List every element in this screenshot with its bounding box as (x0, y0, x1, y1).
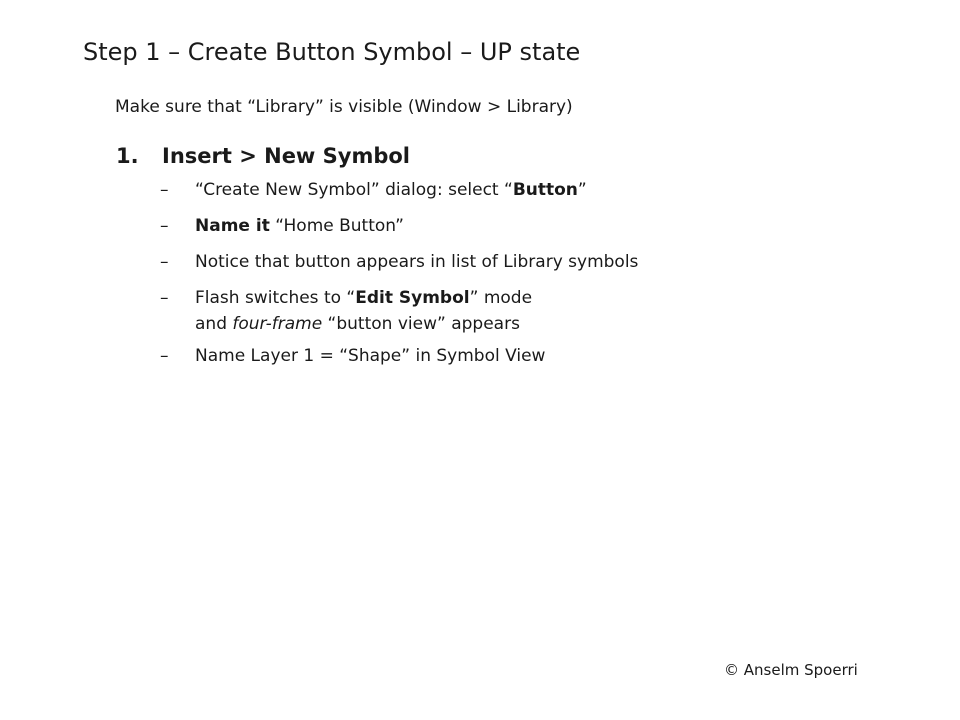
bullet-text-part: Flash switches to “ (195, 288, 356, 308)
intro-text: Make sure that “Library” is visible (Window > Library) (115, 97, 573, 117)
bullet-text (195, 177, 587, 203)
bullet-text-bold: Edit Symbol (355, 288, 470, 308)
bullet-text-part: “button view” appears (322, 314, 520, 334)
bullet-item (160, 343, 545, 369)
bullet-text-part: and (195, 314, 233, 334)
bullet-dash: – (160, 288, 169, 308)
bullet-dash: – (160, 180, 169, 200)
step-text: Insert > New Symbol (162, 144, 411, 168)
bullet-dash: – (160, 216, 169, 236)
bullet-item (160, 249, 638, 275)
bullet-item (160, 285, 532, 337)
bullet-text-bold: Button (512, 180, 578, 200)
bullet-item (160, 177, 587, 203)
bullet-text-italic: four-frame (232, 314, 323, 334)
bullet-text-part: “Create New Symbol” dialog: select “ (195, 180, 513, 200)
bullet-text (195, 213, 404, 239)
bullet-text (195, 285, 532, 311)
copyright-notice: © Anselm Spoerri (724, 661, 858, 679)
bullet-text-part: ” mode (469, 288, 533, 308)
step-number: 1. (116, 144, 139, 168)
bullet-text: Notice that button appears in list of Library symbols (195, 252, 639, 272)
bullet-dash: – (160, 252, 169, 272)
bullet-item (160, 213, 404, 239)
bullet-text-line2 (195, 311, 532, 337)
step-heading (116, 141, 410, 171)
bullet-text-part: ” (577, 180, 587, 200)
bullet-text-bold: Name it (195, 216, 270, 236)
slide-title: Step 1 – Create Button Symbol – UP state (83, 38, 581, 66)
bullet-text: Name Layer 1 = “Shape” in Symbol View (195, 346, 546, 366)
bullet-dash: – (160, 346, 169, 366)
bullet-text-part: “Home Button” (269, 216, 404, 236)
